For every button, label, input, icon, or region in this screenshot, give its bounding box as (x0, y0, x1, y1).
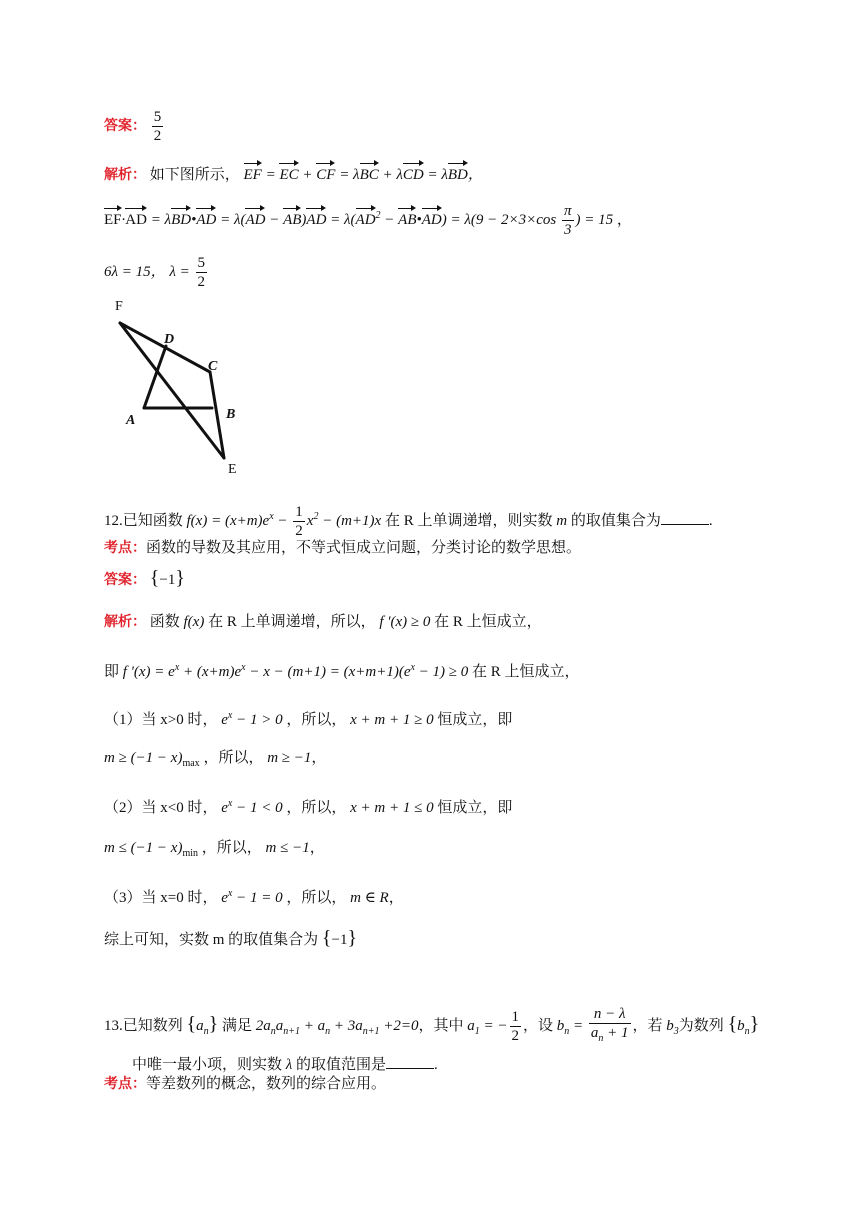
point-f-label: F (115, 299, 123, 314)
q11-answer-fraction: $\frac{5}{2}$ (153, 109, 162, 144)
q13-answer-blank (386, 1054, 434, 1069)
point-e-label: E (228, 462, 237, 477)
q12-case2-line2: $m \le (-1 - x)_{min}$ ，所以， m ≤ −1， (104, 840, 325, 859)
q11-analysis-line3: 6λ = 15， λ = $\frac{5}{2}$ (104, 255, 205, 290)
geometry-figure (112, 298, 252, 478)
q11-answer-line (104, 108, 165, 145)
line-ce (210, 372, 224, 458)
q12-summary: 综上可知，实数 m 的取值集合为 {−1} (104, 927, 358, 949)
q12-case1-line2: $m \ge (-1 - x)_{max}$ ，所以， m ≥ −1， (104, 750, 327, 769)
q12-answer-blank (661, 510, 709, 525)
q12-analysis-line2: 即 f '$(x) = e^x + (x+m)e^x - x - (m+1) = (x+m+1)(e^x - 1) \ge 0$ 在 R 上恒成立， (104, 662, 580, 680)
q12-case2-line1: （2）当 x<0 时， $e^x - 1 < 0$ ，所以， x + m + 1 ≤ 0 恒成立，即 (104, 798, 513, 816)
q11-dot-product-equation: EF·AD = λBD•AD = $\lambda(AD - AB)AD = \lambda(AD^2$ − AB•AD) = λ(9 − 2×3×cos $\frac{\pi}{3}$ ) = 15 (104, 203, 617, 238)
q12-answer: 答案： {−1} (104, 567, 185, 589)
q12-stem: 12.已知函数 $f(x) = (x+m)e^x$ − $\frac{1}{2}$ $x^2 - (m+1)x$ 在 R 上单调递增，则实数 m 的取值集合为 . (104, 504, 713, 539)
q12-function: $f(x) = (x+m)e^x$ − $\frac{1}{2}$ $x^2 - (m+1)x$ (186, 504, 382, 539)
q11-analysis-line2: EF·AD = λBD•AD = $\lambda(AD - AB)AD = \lambda(AD^2$ − AB•AD) = λ(9 − 2×3×cos $\frac{\pi}{3}$ ) = 15 ， (104, 203, 632, 238)
q12-analysis-line1: 解析： 函数 f(x) 在 R 上单调递增，所以， f '(x) ≥ 0 在 R 上恒成立， (104, 614, 542, 630)
q13-stem-line1: 13.已知数列 $\{a_n\}$ 满足 $2a_na_{n+1} + a_n + 3a_{n+1} +2=0$，其中 $a_1$ = − $\frac{1}{2}$ ，设 $b_n$ = $\frac{n - \lambda}{a_n + 1}$ ，若 $b_3$为数列 $\{b_n\}$ (104, 1006, 760, 1044)
q11-lambda-fraction: $\frac{5}{2}$ (197, 255, 205, 290)
q12-topic: 考点：函数的导数及其应用，不等式恒成立问题，分类讨论的数学思想。 (104, 540, 582, 556)
point-a-label: A (126, 413, 136, 428)
q11-analysis-line1: 解析： 如下图所示， EF = EC + CF = λBC + λCD = λBD， (104, 167, 483, 183)
analysis-label: 解析： (104, 167, 146, 183)
answer-label: 答案： (104, 117, 146, 134)
point-b-label: B (226, 407, 236, 422)
point-c-label: C (208, 359, 218, 374)
q13-topic: 考点：等差数列的概念，数列的综合应用。 (104, 1076, 387, 1092)
point-d-label: D (164, 332, 175, 347)
q11-vector-equation: EF = EC + CF = λBC + λCD = λBD， (243, 167, 483, 183)
q12-case1-line1: （1）当 x>0 时， $e^x - 1 > 0$ ，所以， x + m + 1 ≥ 0 恒成立，即 (104, 710, 513, 728)
q13-stem-line2: 中唯一最小项，则实数 λ 的取值范围是 . (132, 1054, 438, 1075)
q12-case3: （3）当 x=0 时， $e^x - 1 = 0$ ，所以， m ∈ R， (104, 888, 404, 906)
